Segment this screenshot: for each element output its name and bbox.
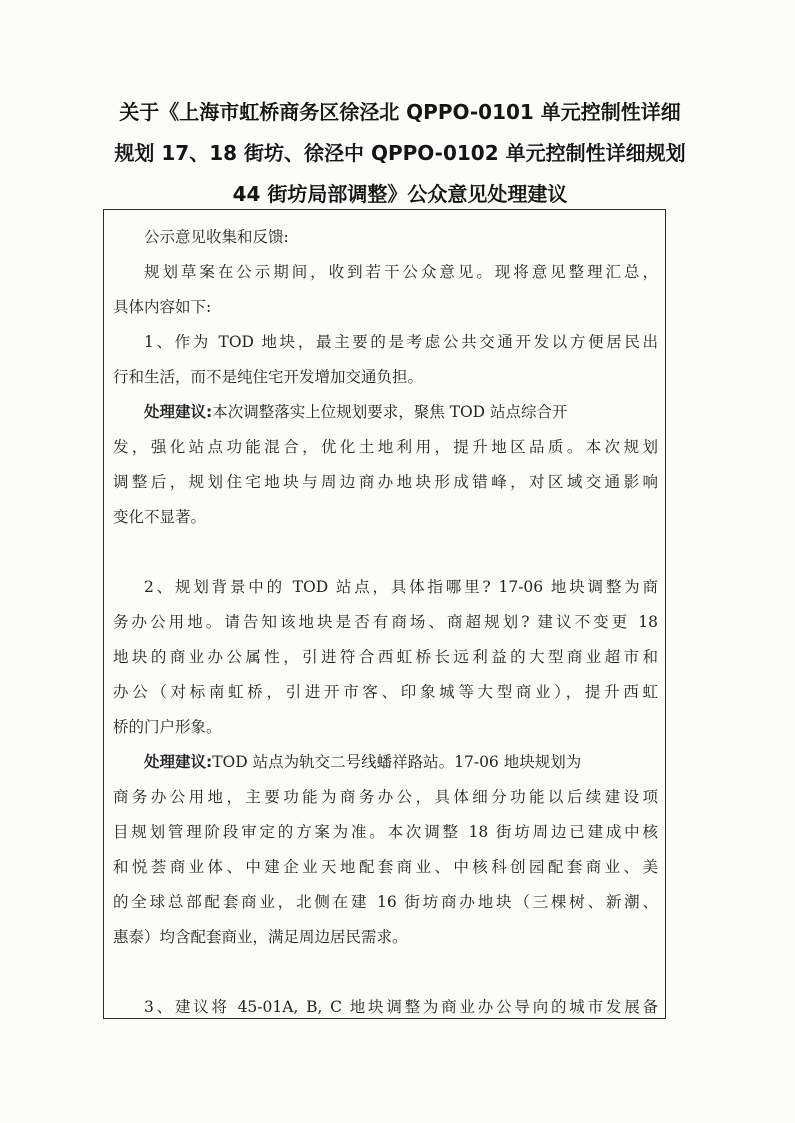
response2-line-4: 和悦荟商业体、中建企业天地配套商业、中核科创园配套商业、美 — [113, 858, 658, 876]
intro-line-1: 规划草案在公示期间，收到若干公众意见。现将意见整理汇总， — [144, 263, 658, 281]
response1-label: 处理建议: — [144, 403, 213, 421]
response1-line-3: 调整后，规划住宅地块与周边商办地块形成错峰，对区域交通影响 — [113, 473, 658, 491]
item2-line-3: 地块的商业办公属性，引进符合西虹桥长远利益的大型商业超市和 — [113, 648, 658, 666]
paragraph-gap — [113, 955, 658, 990]
response2-line-3: 目规划管理阶段审定的方案为准。本次调整 18 街坊周边已建成中核 — [113, 823, 658, 841]
response2-text-1: TOD 站点为轨交二号线蟠祥路站。17-06 地块规划为 — [212, 753, 582, 771]
item2-line-1: 2、规划背景中的 TOD 站点，具体指哪里? 17-06 地块调整为商 — [144, 578, 658, 596]
response1-line-2: 发，强化站点功能混合，优化土地利用，提升地区品质。本次规划 — [113, 438, 658, 456]
item2-line-2: 务办公用地。请告知该地块是否有商场、商超规划? 建议不变更 18 — [113, 613, 658, 631]
title-line-3: 44 街坊局部调整》公众意见处理建议 — [232, 182, 568, 206]
item1-line-2: 行和生活，而不是纯住宅开发增加交通负担。 — [113, 368, 424, 386]
response2-label: 处理建议: — [144, 753, 213, 771]
item2-line-4: 办公（对标南虹桥，引进开市客、印象城等大型商业），提升西虹 — [113, 683, 658, 701]
item1-line-1: 1、作为 TOD 地块，最主要的是考虑公共交通开发以方便居民出 — [144, 333, 658, 351]
response1-line-1 — [113, 395, 658, 430]
response2-line-1 — [113, 745, 658, 780]
response2-line-5: 的全球总部配套商业，北侧在建 16 街坊商办地块（三棵树、新潮、 — [113, 893, 658, 911]
title-line-2: 规划 17、18 街坊、徐泾中 QPPO-0102 单元控制性详细规划 — [114, 141, 686, 165]
paragraph-gap — [113, 535, 658, 570]
intro-line-2: 具体内容如下: — [113, 298, 212, 316]
section-heading: 公示意见收集和反馈: — [144, 228, 289, 246]
response1-text-1: 本次调整落实上位规划要求，聚焦 TOD 站点综合开 — [212, 403, 568, 421]
document-body — [113, 220, 658, 1025]
title-line-1: 关于《上海市虹桥商务区徐泾北 QPPO-0101 单元控制性详细 — [119, 100, 681, 124]
document-title — [100, 92, 700, 215]
item2-line-5: 桥的门户形象。 — [113, 718, 222, 736]
item3-line-1: 3、建议将 45-01A, B, C 地块调整为商业办公导向的城市发展备 — [144, 998, 658, 1016]
response2-line-2: 商务办公用地，主要功能为商务办公，具体细分功能以后续建设项 — [113, 788, 658, 806]
response1-line-4: 变化不显著。 — [113, 508, 207, 526]
response2-line-6: 惠泰）均含配套商业，满足周边居民需求。 — [113, 928, 408, 946]
